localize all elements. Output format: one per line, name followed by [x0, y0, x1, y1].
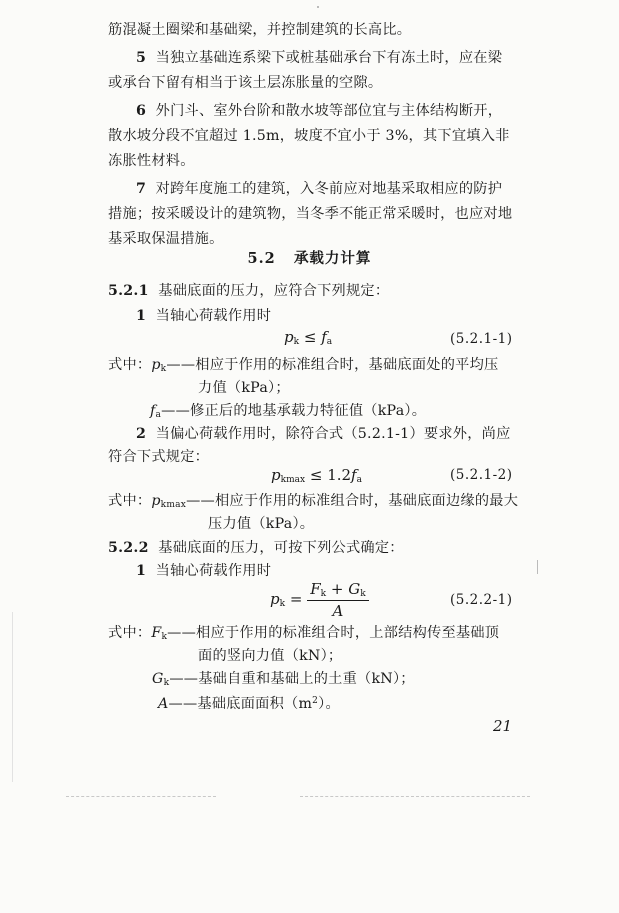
clause-5-2-1-item-2: 2 当偏心荷载作用时，除符合式（5.2.1-1）要求外，尚应 — [136, 426, 511, 442]
scan-edge-left — [12, 612, 13, 782]
page-number: 21 — [493, 717, 513, 735]
equation-number-3: (5.2.2-1) — [450, 592, 513, 608]
scan-dashes-2 — [300, 796, 530, 798]
item-7-line: 7 对跨年度施工的建筑，入冬前应对地基采取相应的防护 — [136, 181, 503, 197]
where-clause-6: A——基础底面面积$(m^2)$。 — [158, 696, 340, 712]
item-5-line: 5 当独立基础连系梁下或桩基础承台下有冻土时，应在梁 — [136, 50, 503, 66]
text-line-9: 基采取保温措施。 — [108, 231, 224, 247]
clause-5-2-1-item-1: 1 当轴心荷载作用时 — [136, 308, 272, 324]
equation-number-2: (5.2.1-2) — [450, 467, 513, 483]
text-line-8: 措施；按采暖设计的建筑物，当冬季不能正常采暖时，也应对地 — [108, 206, 513, 222]
item-6-line: 6 外门斗、室外台阶和散水坡等部位宜与主体结构断开， — [136, 103, 503, 119]
clause-5-2-1: 5.2.1 基础底面的压力，应符合下列规定： — [108, 283, 390, 299]
where-clause-4: 式中：$F_k——$相应于作用的标准组合时，上部结构传至基础顶 — [108, 625, 500, 642]
formula-5-2-1-2: $p_{kmax} \le 1.2f_a$ — [271, 466, 362, 485]
where-clause-2: $f_a——$修正后的地基承载力特征值（kPa）。 — [150, 403, 427, 420]
scan-speck — [317, 6, 319, 8]
fraction: $\frac{F_k + G_k}{A}$ — [307, 580, 368, 620]
where-clause-1: 式中：$p_k——$相应于作用的标准组合时，基础底面处的平均压 — [108, 357, 499, 374]
text-line-1: 筋混凝土圈梁和基础梁，并控制建筑的长高比。 — [108, 22, 412, 38]
where-clause-3-cont: 压力值（kPa）。 — [208, 516, 315, 532]
clause-5-2-2: 5.2.2 基础底面的压力，可按下列公式确定： — [108, 540, 404, 556]
section-heading: 5.2 承载力计算 — [247, 250, 372, 267]
text-line-5: 散水坡分段不宜超过 1.5m，坡度不宜小于 3%，其下宜填入非 — [108, 128, 510, 144]
where-clause-3: 式中：$p_{kmax}——$相应于作用的标准组合时，基础底面边缘的最大 — [108, 493, 519, 510]
formula-5-2-1-1: $p_k \le f_a$ — [284, 328, 333, 347]
equation-number-1: (5.2.1-1) — [450, 331, 513, 347]
where-clause-4-cont: 面的竖向力值（kN）； — [198, 648, 343, 664]
clause-5-2-1-item-2-cont: 符合下式规定： — [108, 449, 210, 465]
text-line-6: 冻胀性材料。 — [108, 153, 195, 169]
scan-dashes-1 — [66, 796, 216, 798]
formula-5-2-2-1: $p_k$ = $\frac{F_k + G_k}{A}$ — [270, 580, 369, 620]
where-clause-5: $G_k——$基础自重和基础上的土重（kN）； — [152, 671, 415, 688]
clause-5-2-2-item-1: 1 当轴心荷载作用时 — [136, 563, 272, 579]
scan-mark-right — [537, 560, 538, 574]
text-line-3: 或承台下留有相当于该土层冻胀量的空隙。 — [108, 75, 383, 91]
where-clause-1-cont: 力值（kPa）； — [198, 380, 290, 396]
